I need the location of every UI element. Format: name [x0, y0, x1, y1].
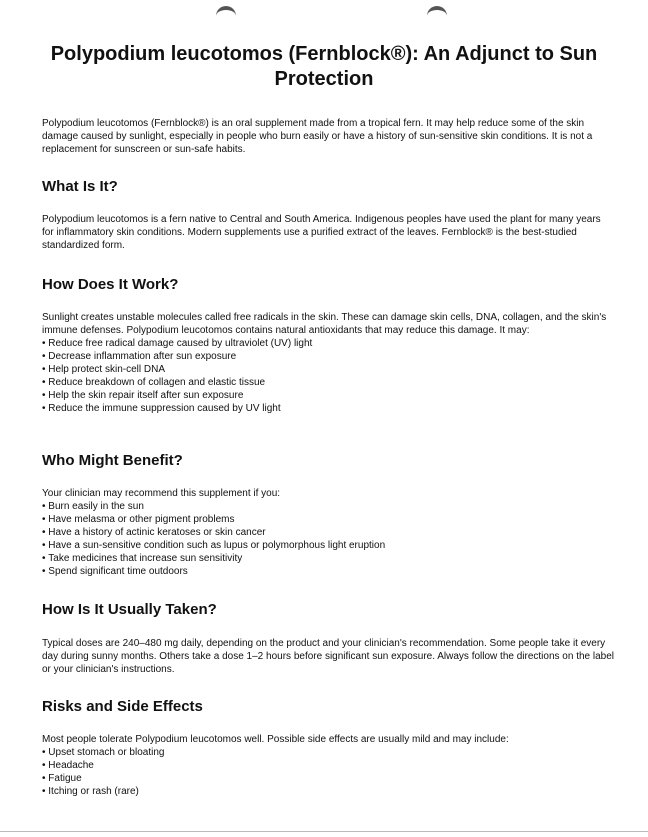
section-risks [42, 698, 614, 798]
section-taken [42, 601, 614, 676]
list-item: • Have a sun-sensitive condition such as lupus or polymorphous light eruption [42, 539, 614, 552]
hole-punch-mark [427, 6, 447, 22]
section-heading: Risks and Side Effects [42, 698, 203, 715]
list-item: • Take medicines that increase sun sensitivity [42, 552, 614, 565]
section-heading: What Is It? [42, 178, 118, 195]
section-paragraph: Sunlight creates unstable molecules called free radicals in the skin. These can damage skin cells, DNA, collagen, and the skin's immune defenses. Polypodium leucotomos contains natural antioxidants that may reduce this damage. It may: [42, 312, 607, 336]
list-item: • Reduce the immune suppression caused by UV light [42, 402, 614, 415]
bullet-list [42, 337, 614, 416]
list-item: • Decrease inflammation after sun exposure [42, 350, 614, 363]
intro-section [42, 117, 614, 156]
section-how [42, 276, 614, 416]
section-paragraph: Your clinician may recommend this supplement if you: [42, 488, 281, 499]
list-item: • Itching or rash (rare) [42, 785, 614, 798]
bullet-list [42, 746, 614, 798]
list-item: • Have melasma or other pigment problems [42, 513, 614, 526]
list-item: • Fatigue [42, 772, 614, 785]
page-bottom-edge [0, 831, 648, 832]
section-heading: Who Might Benefit? [42, 452, 183, 469]
page-title: Polypodium leucotomos (Fernblock®): An Adjunct to Sun Protection [50, 43, 598, 90]
bullet-list [42, 500, 614, 579]
list-item: • Reduce free radical damage caused by ultraviolet (UV) light [42, 337, 614, 350]
section-who [42, 452, 614, 579]
list-item: • Headache [42, 759, 614, 772]
section-what [42, 178, 614, 252]
list-item: • Help protect skin-cell DNA [42, 363, 614, 376]
section-paragraph: Typical doses are 240–480 mg daily, depending on the product and your clinician's recommendation. Some people take it every day during sunny months. Others take a dose 1–2 hours before significant sun exposure. Always follow the directions on the label or your clinician's instructions. [42, 638, 615, 675]
section-paragraph: Polypodium leucotomos is a fern native to Central and South America. Indigenous peoples have used the plant for many years for inflammatory skin conditions. Modern supplements use a purified extract of the leaves. Fernblock® is the best-studied standardized form. [42, 214, 601, 251]
list-item: • Spend significant time outdoors [42, 565, 614, 578]
section-paragraph: Most people tolerate Polypodium leucotomos well. Possible side effects are usually mild and may include: [42, 734, 509, 745]
list-item: • Reduce breakdown of collagen and elastic tissue [42, 376, 614, 389]
hole-punch-mark [216, 6, 236, 22]
section-heading: How Is It Usually Taken? [42, 601, 217, 618]
list-item: • Burn easily in the sun [42, 500, 614, 513]
list-item: • Help the skin repair itself after sun exposure [42, 389, 614, 402]
section-heading: How Does It Work? [42, 276, 179, 293]
list-item: • Upset stomach or bloating [42, 746, 614, 759]
intro-paragraph: Polypodium leucotomos (Fernblock®) is an oral supplement made from a tropical fern. It may help reduce some of the skin damage caused by sunlight, especially in people who burn easily or have a history of sun-sensitive skin conditions. It is not a replacement for sunscreen or sun-safe habits. [42, 118, 593, 155]
list-item: • Have a history of actinic keratoses or skin cancer [42, 526, 614, 539]
